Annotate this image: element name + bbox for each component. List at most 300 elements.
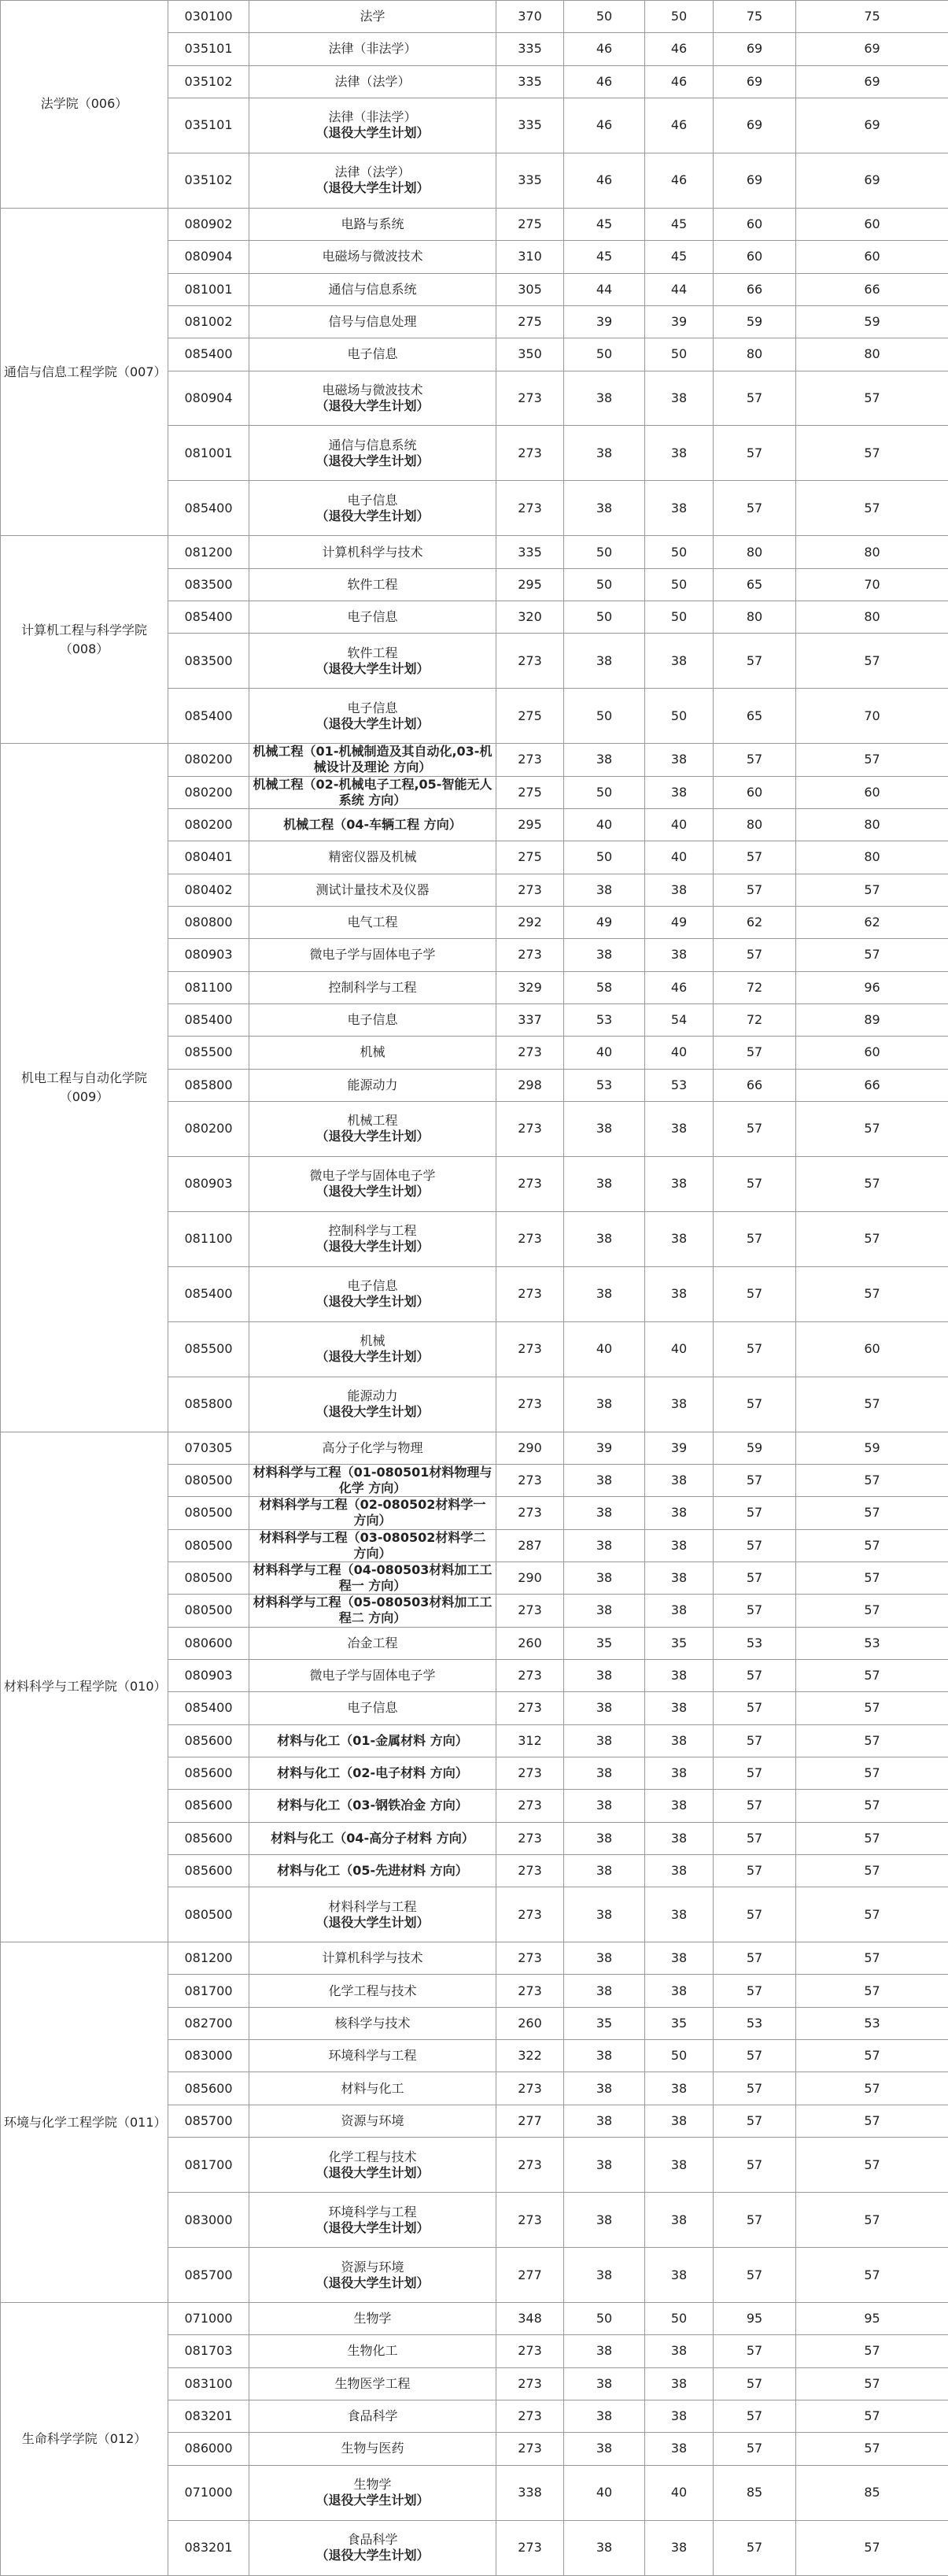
major-name <box>249 2520 496 2575</box>
subject-score-1: 38 <box>564 1757 645 1789</box>
major-title: 冶金工程 <box>253 1635 492 1651</box>
total-score: 273 <box>496 1659 564 1691</box>
subject-score-1: 38 <box>564 1561 645 1594</box>
major-title: 化学工程与技术 <box>253 1983 492 1999</box>
subject-score-4: 80 <box>796 808 948 841</box>
total-score: 273 <box>496 2400 564 2432</box>
subject-score-4: 57 <box>796 1464 948 1496</box>
major-title: 精密仪器及机械 <box>253 849 492 865</box>
subject-score-3: 57 <box>714 1692 796 1724</box>
major-title: 材料与化工（01-金属材料 方向） <box>253 1733 492 1749</box>
major-name <box>249 1101 496 1156</box>
subject-score-4: 57 <box>796 2040 948 2072</box>
major-code: 081200 <box>168 1942 249 1975</box>
major-title: 计算机科学与技术 <box>253 1950 492 1966</box>
total-score: 295 <box>496 568 564 601</box>
subject-score-3: 69 <box>714 153 796 208</box>
major-code: 080200 <box>168 776 249 808</box>
subject-score-3: 57 <box>714 1464 796 1496</box>
subject-score-1: 38 <box>564 2367 645 2400</box>
major-code: 071000 <box>168 2302 249 2334</box>
subject-score-2: 38 <box>645 1692 714 1724</box>
subject-score-3: 57 <box>714 1266 796 1321</box>
major-name <box>249 208 496 240</box>
subject-score-2: 45 <box>645 208 714 240</box>
subject-score-2: 44 <box>645 273 714 305</box>
plan-note: （退役大学生计划） <box>253 1239 492 1255</box>
subject-score-4: 57 <box>796 1266 948 1321</box>
total-score: 273 <box>496 426 564 481</box>
major-code: 083100 <box>168 2367 249 2400</box>
major-title: 计算机科学与技术 <box>253 545 492 560</box>
subject-score-1: 38 <box>564 371 645 426</box>
subject-score-3: 80 <box>714 338 796 371</box>
major-name <box>249 776 496 808</box>
major-title: 机械工程（02-机械电子工程,05-智能无人系统 方向） <box>253 777 492 808</box>
subject-score-3: 57 <box>714 2335 796 2367</box>
subject-score-3: 57 <box>714 1887 796 1942</box>
plan-note: （退役大学生计划） <box>253 1915 492 1931</box>
major-title: 电子信息 <box>253 609 492 625</box>
major-name <box>249 1975 496 2007</box>
major-title: 材料与化工（05-先进材料 方向） <box>253 1863 492 1879</box>
subject-score-2: 38 <box>645 1659 714 1691</box>
subject-score-3: 57 <box>714 2105 796 2137</box>
subject-score-4: 60 <box>796 241 948 273</box>
subject-score-1: 50 <box>564 1 645 33</box>
subject-score-4: 60 <box>796 208 948 240</box>
subject-score-1: 38 <box>564 1822 645 1854</box>
major-title: 法律（法学） <box>253 74 492 90</box>
major-code: 085400 <box>168 689 249 744</box>
subject-score-2: 40 <box>645 1321 714 1377</box>
subject-score-1: 50 <box>564 689 645 744</box>
major-code: 085500 <box>168 1321 249 1377</box>
subject-score-4: 57 <box>796 426 948 481</box>
total-score: 290 <box>496 1561 564 1594</box>
subject-score-4: 57 <box>796 1757 948 1789</box>
major-name <box>249 2193 496 2248</box>
total-score: 292 <box>496 906 564 938</box>
subject-score-2: 38 <box>645 1942 714 1975</box>
total-score: 273 <box>496 2072 564 2105</box>
major-title: 环境科学与工程 <box>253 2205 492 2220</box>
subject-score-2: 40 <box>645 841 714 874</box>
major-title: 电子信息 <box>253 346 492 362</box>
subject-score-3: 57 <box>714 2040 796 2072</box>
major-name <box>249 153 496 208</box>
total-score: 322 <box>496 2040 564 2072</box>
major-name <box>249 98 496 153</box>
major-code: 080800 <box>168 906 249 938</box>
total-score: 337 <box>496 1003 564 1036</box>
major-title: 高分子化学与物理 <box>253 1440 492 1456</box>
major-code: 083500 <box>168 634 249 689</box>
major-code: 080200 <box>168 744 249 776</box>
major-title: 控制科学与工程 <box>253 980 492 996</box>
major-code: 085600 <box>168 2072 249 2105</box>
total-score: 273 <box>496 1757 564 1789</box>
subject-score-3: 57 <box>714 1942 796 1975</box>
major-name <box>249 1627 496 1659</box>
subject-score-2: 50 <box>645 689 714 744</box>
subject-score-3: 57 <box>714 939 796 971</box>
subject-score-4: 69 <box>796 65 948 98</box>
college-name: 计算机工程与科学学院（008） <box>1 536 168 744</box>
major-name <box>249 939 496 971</box>
total-score: 273 <box>496 1101 564 1156</box>
subject-score-2: 50 <box>645 338 714 371</box>
subject-score-1: 40 <box>564 1321 645 1377</box>
subject-score-4: 57 <box>796 634 948 689</box>
subject-score-2: 38 <box>645 2400 714 2432</box>
major-title: 信号与信息处理 <box>253 314 492 330</box>
subject-score-4: 57 <box>796 2367 948 2400</box>
subject-score-1: 46 <box>564 153 645 208</box>
table-row <box>1 1432 948 1464</box>
college-name: 生命科学学院（012） <box>1 2302 168 2575</box>
major-title: 软件工程 <box>253 577 492 593</box>
major-code: 085600 <box>168 1757 249 1789</box>
major-name <box>249 2040 496 2072</box>
total-score: 273 <box>496 874 564 906</box>
subject-score-3: 57 <box>714 841 796 874</box>
plan-note: （退役大学生计划） <box>253 2220 492 2236</box>
major-name <box>249 1659 496 1691</box>
plan-note: （退役大学生计划） <box>253 1184 492 1199</box>
major-title: 机械工程（04-车辆工程 方向） <box>253 817 492 833</box>
major-title: 法律（非法学） <box>253 41 492 57</box>
plan-note: （退役大学生计划） <box>253 1349 492 1365</box>
major-code: 030100 <box>168 1 249 33</box>
major-code: 085400 <box>168 481 249 536</box>
major-code: 085700 <box>168 2105 249 2137</box>
subject-score-4: 85 <box>796 2465 948 2520</box>
subject-score-4: 57 <box>796 2400 948 2432</box>
subject-score-1: 35 <box>564 1627 645 1659</box>
subject-score-2: 40 <box>645 2465 714 2520</box>
major-name <box>249 241 496 273</box>
subject-score-3: 57 <box>714 2400 796 2432</box>
subject-score-3: 60 <box>714 776 796 808</box>
subject-score-4: 89 <box>796 1003 948 1036</box>
major-title: 机械 <box>253 1333 492 1349</box>
total-score: 273 <box>496 2193 564 2248</box>
college-name: 环境与化学工程学院（011） <box>1 1942 168 2303</box>
total-score: 275 <box>496 776 564 808</box>
major-title: 电气工程 <box>253 915 492 930</box>
subject-score-4: 57 <box>796 2335 948 2367</box>
subject-score-3: 57 <box>714 2433 796 2465</box>
major-title: 微电子学与固体电子学 <box>253 1168 492 1184</box>
table-row <box>1 1 948 33</box>
major-code: 085400 <box>168 601 249 634</box>
major-name <box>249 481 496 536</box>
major-code: 080500 <box>168 1887 249 1942</box>
subject-score-4: 60 <box>796 1037 948 1069</box>
major-name <box>249 744 496 776</box>
subject-score-4: 70 <box>796 568 948 601</box>
subject-score-3: 72 <box>714 971 796 1003</box>
major-code: 081001 <box>168 426 249 481</box>
subject-score-4: 53 <box>796 1627 948 1659</box>
subject-score-3: 57 <box>714 2367 796 2400</box>
major-title: 生物学 <box>253 2311 492 2327</box>
subject-score-1: 38 <box>564 634 645 689</box>
college-name: 机电工程与自动化学院（009） <box>1 744 168 1432</box>
total-score: 273 <box>496 1975 564 2007</box>
subject-score-3: 57 <box>714 2248 796 2303</box>
subject-score-3: 72 <box>714 1003 796 1036</box>
subject-score-1: 46 <box>564 33 645 65</box>
subject-score-4: 57 <box>796 1561 948 1594</box>
subject-score-4: 60 <box>796 776 948 808</box>
subject-score-2: 38 <box>645 481 714 536</box>
major-title: 能源动力 <box>253 1077 492 1093</box>
major-name <box>249 1942 496 1975</box>
major-title: 电磁场与微波技术 <box>253 383 492 398</box>
subject-score-4: 62 <box>796 906 948 938</box>
subject-score-4: 57 <box>796 371 948 426</box>
subject-score-4: 80 <box>796 338 948 371</box>
major-title: 电子信息 <box>253 1700 492 1716</box>
total-score: 312 <box>496 1724 564 1757</box>
major-name <box>249 2465 496 2520</box>
total-score: 273 <box>496 1266 564 1321</box>
total-score: 260 <box>496 2007 564 2039</box>
major-code: 083500 <box>168 568 249 601</box>
subject-score-2: 38 <box>645 634 714 689</box>
major-name <box>249 1887 496 1942</box>
major-title: 电子信息 <box>253 1278 492 1294</box>
subject-score-1: 38 <box>564 744 645 776</box>
subject-score-4: 57 <box>796 2105 948 2137</box>
major-code: 080500 <box>168 1595 249 1627</box>
total-score: 273 <box>496 2138 564 2193</box>
subject-score-1: 50 <box>564 338 645 371</box>
major-code: 035102 <box>168 65 249 98</box>
total-score: 335 <box>496 33 564 65</box>
subject-score-3: 66 <box>714 273 796 305</box>
major-code: 082700 <box>168 2007 249 2039</box>
major-title: 电路与系统 <box>253 216 492 232</box>
major-title: 材料科学与工程（03-080502材料学二 方向） <box>253 1530 492 1561</box>
subject-score-2: 38 <box>645 1595 714 1627</box>
plan-note: （退役大学生计划） <box>253 508 492 524</box>
total-score: 273 <box>496 371 564 426</box>
total-score: 273 <box>496 1497 564 1529</box>
total-score: 273 <box>496 1854 564 1887</box>
table-row <box>1 208 948 240</box>
subject-score-2: 40 <box>645 808 714 841</box>
major-code: 083000 <box>168 2040 249 2072</box>
subject-score-2: 38 <box>645 2193 714 2248</box>
subject-score-4: 57 <box>796 1822 948 1854</box>
subject-score-3: 57 <box>714 2520 796 2575</box>
major-name <box>249 906 496 938</box>
subject-score-2: 38 <box>645 744 714 776</box>
major-name <box>249 634 496 689</box>
major-name <box>249 1790 496 1822</box>
subject-score-1: 38 <box>564 1692 645 1724</box>
subject-score-1: 38 <box>564 2520 645 2575</box>
subject-score-2: 38 <box>645 1211 714 1266</box>
major-code: 081001 <box>168 273 249 305</box>
subject-score-4: 57 <box>796 1887 948 1942</box>
subject-score-2: 50 <box>645 2040 714 2072</box>
major-title: 微电子学与固体电子学 <box>253 1668 492 1683</box>
subject-score-2: 35 <box>645 2007 714 2039</box>
subject-score-3: 57 <box>714 2138 796 2193</box>
plan-note: （退役大学生计划） <box>253 1404 492 1420</box>
major-code: 080200 <box>168 1101 249 1156</box>
total-score: 273 <box>496 2335 564 2367</box>
subject-score-3: 57 <box>714 426 796 481</box>
major-title: 材料科学与工程（02-080502材料学一 方向） <box>253 1497 492 1528</box>
major-name <box>249 1822 496 1854</box>
major-name <box>249 33 496 65</box>
major-name <box>249 568 496 601</box>
subject-score-4: 53 <box>796 2007 948 2039</box>
subject-score-4: 57 <box>796 1790 948 1822</box>
major-code: 081100 <box>168 971 249 1003</box>
major-name <box>249 2007 496 2039</box>
major-title: 电子信息 <box>253 493 492 508</box>
subject-score-1: 46 <box>564 65 645 98</box>
plan-note: （退役大学生计划） <box>253 125 492 141</box>
subject-score-3: 57 <box>714 2072 796 2105</box>
subject-score-2: 38 <box>645 1464 714 1496</box>
major-title: 微电子学与固体电子学 <box>253 947 492 963</box>
subject-score-2: 38 <box>645 874 714 906</box>
subject-score-3: 57 <box>714 1377 796 1432</box>
total-score: 273 <box>496 634 564 689</box>
subject-score-3: 57 <box>714 1757 796 1789</box>
major-title: 资源与环境 <box>253 2113 492 2129</box>
major-name <box>249 2433 496 2465</box>
subject-score-1: 38 <box>564 2335 645 2367</box>
subject-score-1: 50 <box>564 2302 645 2334</box>
major-name <box>249 1692 496 1724</box>
subject-score-4: 59 <box>796 305 948 338</box>
major-title: 材料与化工 <box>253 2081 492 2097</box>
subject-score-4: 80 <box>796 841 948 874</box>
subject-score-2: 38 <box>645 2105 714 2137</box>
subject-score-1: 38 <box>564 1595 645 1627</box>
subject-score-4: 57 <box>796 1659 948 1691</box>
major-code: 086000 <box>168 2433 249 2465</box>
subject-score-4: 57 <box>796 1377 948 1432</box>
subject-score-4: 80 <box>796 601 948 634</box>
major-title: 法律（法学） <box>253 164 492 180</box>
plan-note: （退役大学生计划） <box>253 180 492 196</box>
subject-score-4: 57 <box>796 2520 948 2575</box>
plan-note: （退役大学生计划） <box>253 716 492 732</box>
subject-score-3: 85 <box>714 2465 796 2520</box>
subject-score-2: 38 <box>645 1497 714 1529</box>
subject-score-1: 38 <box>564 1377 645 1432</box>
subject-score-3: 57 <box>714 1854 796 1887</box>
major-code: 085800 <box>168 1377 249 1432</box>
subject-score-2: 38 <box>645 2335 714 2367</box>
subject-score-1: 40 <box>564 2465 645 2520</box>
major-code: 085600 <box>168 1790 249 1822</box>
subject-score-2: 53 <box>645 1069 714 1101</box>
subject-score-3: 59 <box>714 1432 796 1464</box>
subject-score-3: 57 <box>714 1529 796 1561</box>
major-code: 080903 <box>168 1156 249 1211</box>
major-code: 081700 <box>168 1975 249 2007</box>
total-score: 273 <box>496 1321 564 1377</box>
subject-score-2: 38 <box>645 1724 714 1757</box>
subject-score-3: 75 <box>714 1 796 33</box>
major-name <box>249 2335 496 2367</box>
subject-score-1: 46 <box>564 98 645 153</box>
total-score: 348 <box>496 2302 564 2334</box>
subject-score-3: 57 <box>714 1724 796 1757</box>
total-score: 277 <box>496 2248 564 2303</box>
major-title: 化学工程与技术 <box>253 2149 492 2165</box>
major-name <box>249 1464 496 1496</box>
table-row <box>1 2302 948 2334</box>
major-name <box>249 1321 496 1377</box>
total-score: 335 <box>496 65 564 98</box>
subject-score-4: 57 <box>796 2193 948 2248</box>
subject-score-1: 38 <box>564 1887 645 1942</box>
subject-score-2: 38 <box>645 1266 714 1321</box>
subject-score-1: 38 <box>564 1975 645 2007</box>
major-title: 电子信息 <box>253 700 492 716</box>
subject-score-4: 57 <box>796 2138 948 2193</box>
subject-score-4: 57 <box>796 481 948 536</box>
plan-note: （退役大学生计划） <box>253 2275 492 2291</box>
major-title: 机械工程（01-机械制造及其自动化,03-机械设计及理论 方向） <box>253 744 492 775</box>
subject-score-2: 38 <box>645 2433 714 2465</box>
subject-score-1: 58 <box>564 971 645 1003</box>
subject-score-1: 38 <box>564 1724 645 1757</box>
major-code: 081002 <box>168 305 249 338</box>
subject-score-4: 96 <box>796 971 948 1003</box>
major-name <box>249 305 496 338</box>
major-name <box>249 601 496 634</box>
major-title: 能源动力 <box>253 1388 492 1404</box>
major-name <box>249 808 496 841</box>
subject-score-1: 38 <box>564 939 645 971</box>
total-score: 329 <box>496 971 564 1003</box>
subject-score-2: 46 <box>645 98 714 153</box>
major-code: 035102 <box>168 153 249 208</box>
total-score: 295 <box>496 808 564 841</box>
major-name <box>249 1497 496 1529</box>
total-score: 275 <box>496 305 564 338</box>
subject-score-3: 66 <box>714 1069 796 1101</box>
major-name <box>249 2105 496 2137</box>
major-name <box>249 1854 496 1887</box>
major-title: 生物化工 <box>253 2343 492 2359</box>
total-score: 273 <box>496 2433 564 2465</box>
major-code: 080903 <box>168 1659 249 1691</box>
major-name <box>249 1595 496 1627</box>
subject-score-3: 80 <box>714 601 796 634</box>
total-score: 277 <box>496 2105 564 2137</box>
major-name <box>249 371 496 426</box>
major-title: 环境科学与工程 <box>253 2048 492 2064</box>
major-code: 080600 <box>168 1627 249 1659</box>
subject-score-2: 50 <box>645 601 714 634</box>
subject-score-4: 57 <box>796 1497 948 1529</box>
major-title: 材料与化工（02-电子材料 方向） <box>253 1765 492 1781</box>
subject-score-4: 70 <box>796 689 948 744</box>
